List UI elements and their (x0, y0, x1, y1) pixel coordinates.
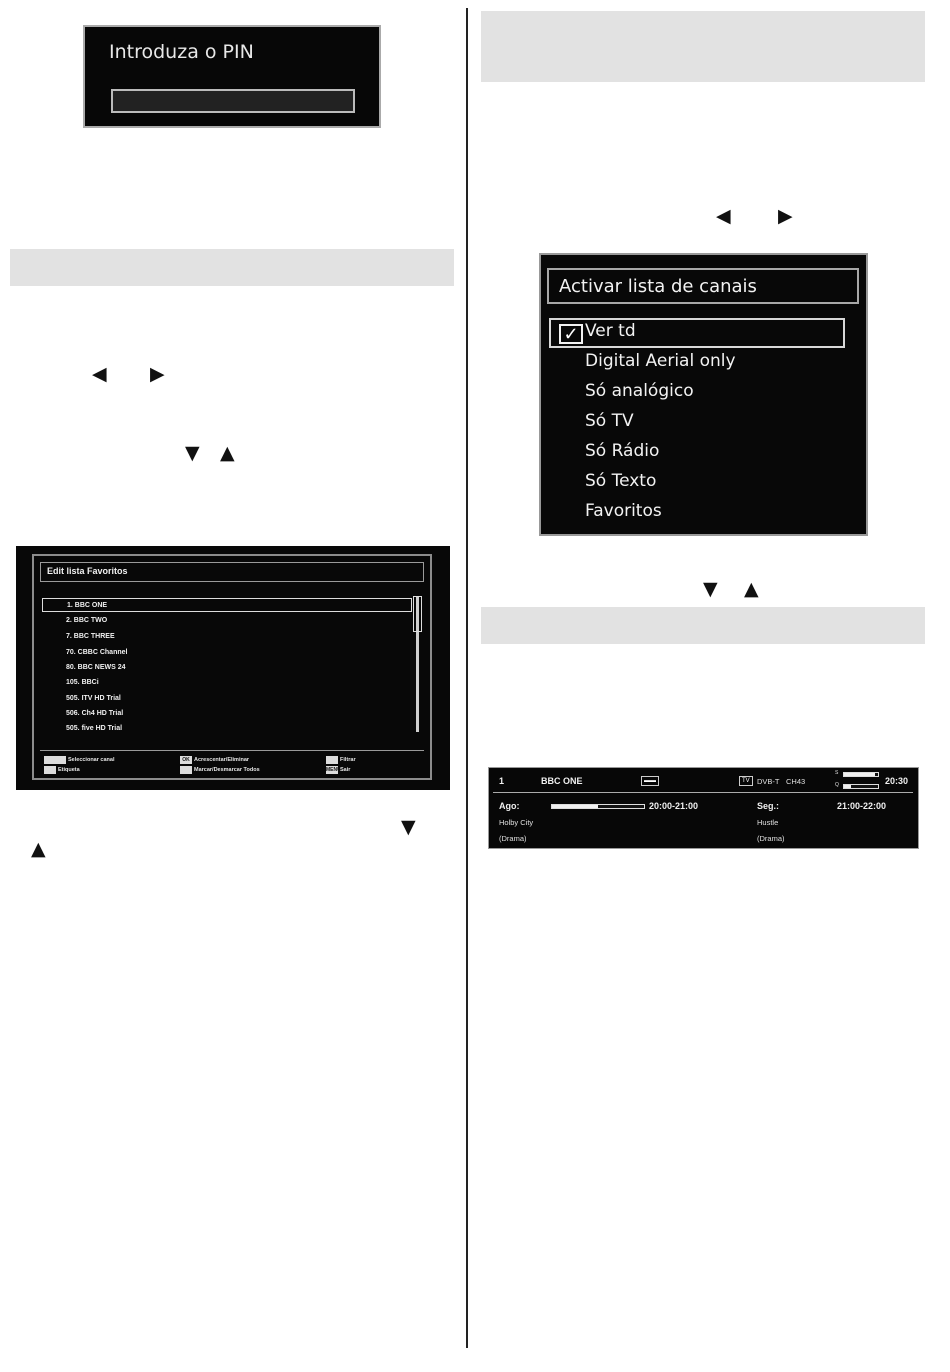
yellow-key-icon (44, 766, 56, 774)
now-progress-fill (552, 805, 598, 808)
checkmark-icon: ✓ (559, 324, 583, 344)
hint-exit: Sair (340, 767, 351, 773)
favourites-list-item[interactable]: 80. BBC NEWS 24 (66, 664, 126, 671)
down-arrow-icon: ▼ (185, 442, 200, 464)
info-banner-divider (493, 792, 913, 793)
favourites-list-frame (32, 554, 432, 780)
signal-strength-label: S (835, 770, 839, 776)
blue-key-icon (180, 766, 192, 774)
channel-filter-option[interactable]: Só analógico (585, 381, 694, 401)
section-header-band (481, 11, 925, 82)
now-time: 20:00-21:00 (649, 801, 699, 811)
channel-filter-option[interactable]: Digital Aerial only (585, 351, 736, 371)
now-progress-bar (551, 804, 645, 809)
up-arrow-icon: ▲ (744, 578, 759, 600)
left-arrow-icon: ◀ (716, 205, 731, 227)
pin-dialog-title: Introduza o PIN (109, 41, 254, 63)
channel-filter-option[interactable]: Só Texto (585, 471, 657, 491)
hint-add-remove: Acrescentar/Eliminar (194, 757, 250, 763)
favourites-list-item[interactable]: 2. BBC TWO (66, 617, 108, 624)
down-arrow-icon: ▼ (401, 816, 416, 838)
favourites-list-item[interactable]: 506. Ch4 HD Trial (66, 710, 124, 717)
green-key-icon (326, 756, 338, 764)
favourites-title: Edit lista Favoritos (47, 566, 128, 576)
menu-key-icon: MENU (326, 767, 341, 773)
next-title: Hustle (757, 818, 779, 827)
info-banner (488, 767, 919, 849)
now-label: Ago: (499, 801, 520, 811)
right-arrow-icon: ▶ (150, 363, 165, 385)
favourites-list-item[interactable]: 1. BBC ONE (42, 598, 412, 612)
hint-select-channel: Seleccionar canal (68, 757, 115, 763)
favourites-title-bar (40, 562, 424, 582)
pin-input[interactable] (111, 89, 355, 113)
favourites-list-item[interactable]: 70. CBBC Channel (66, 649, 128, 656)
now-title: Holby City (499, 818, 534, 827)
section-header-band (481, 607, 925, 644)
favourites-list-item[interactable]: 505. five HD Trial (66, 725, 123, 732)
column-divider (466, 8, 468, 1348)
up-arrow-icon: ▲ (220, 442, 235, 464)
hint-label: Etiqueta (58, 767, 80, 773)
favourites-list-item[interactable]: 105. BBCi (66, 679, 99, 686)
down-arrow-icon: ▼ (703, 578, 718, 600)
favourites-list-item[interactable]: 7. BBC THREE (66, 633, 115, 640)
favourites-list-item[interactable]: 505. ITV HD Trial (66, 695, 121, 702)
channel-filter-menu (539, 253, 868, 536)
channel-filter-title: Activar lista de canais (559, 276, 757, 297)
navigate-keys-icon (44, 756, 66, 764)
pin-dialog (83, 25, 381, 128)
next-time: 21:00-22:00 (837, 801, 887, 811)
channel-filter-option[interactable]: Só TV (585, 411, 634, 431)
next-genre: (Drama) (757, 834, 785, 843)
channel-filter-option[interactable]: Só Rádio (585, 441, 660, 461)
signal-strength-bar (843, 772, 879, 777)
now-genre: (Drama) (499, 834, 527, 843)
favourites-scroll-thumb[interactable] (413, 596, 422, 632)
signal-quality-label: Q (835, 782, 839, 788)
clock: 20:30 (885, 776, 909, 786)
signal-quality-bar (843, 784, 879, 789)
hint-filter: Filtrar (340, 757, 356, 763)
section-header-band (10, 249, 454, 286)
channel-filter-title-bar (547, 268, 859, 304)
channel-filter-option[interactable]: Favoritos (585, 501, 662, 521)
up-arrow-icon: ▲ (31, 838, 46, 860)
favourites-list-window (16, 546, 450, 790)
ok-key-icon: OK (180, 756, 192, 764)
favourites-footer-divider (40, 750, 424, 751)
tv-type-badge: TV (739, 776, 753, 786)
left-arrow-icon: ◀ (92, 363, 107, 385)
right-arrow-icon: ▶ (778, 205, 793, 227)
channel-name: BBC ONE (541, 776, 583, 786)
next-label: Seg.: (757, 801, 780, 811)
source-label: DVB-T (757, 777, 780, 786)
subtitle-icon: ▬▬ (641, 776, 659, 786)
channel-code: CH43 (786, 777, 806, 786)
channel-filter-option[interactable]: Ver td (585, 321, 636, 341)
channel-number: 1 (499, 776, 505, 786)
hint-mark-unmark-all: Marcar/Desmarcar Todos (194, 767, 260, 773)
